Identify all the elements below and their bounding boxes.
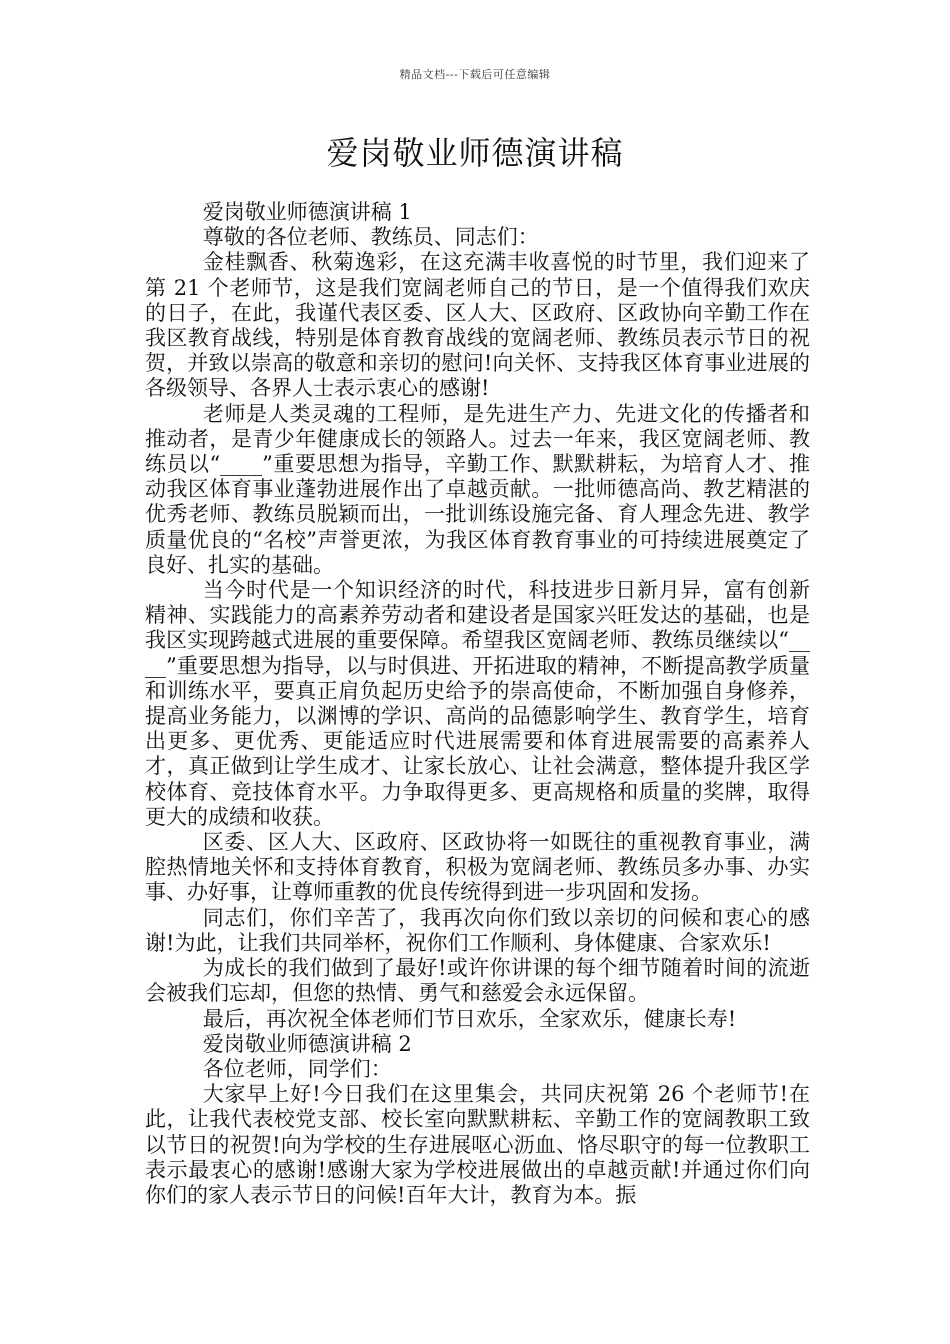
paragraph: 大家早上好!今日我们在这里集会，共同庆祝第 26 个老师节!在此，让我代表校党支部、校长室向默默耕耘、辛勤工作的宽阔教职工致以节日的祝贺!向为学校的生存进展呕心沥血、恪尽职守的每一位教职工表示最衷心的感谢!感谢大家为学校进展做出的卓越贡献!并通过你们向你们的家人表示节日的问候!百年大计，教育为本。振 (145, 1082, 810, 1207)
paragraph: 老师是人类灵魂的工程师，是先进生产力、先进文化的传播者和推动者，是青少年健康成长的领路人。过去一年来，我区宽阔老师、教练员以“____”重要思想为指导，辛勤工作、默默耕耘，为培育人才、推动我区体育事业蓬勃进展作出了卓越贡献。一批师德高尚、教艺精湛的优秀老师、教练员脱颖而出，一批训练设施完备、育人理念先进、教学质量优良的“名校”声誉更浓，为我区体育教育事业的可持续进展奠定了良好、扎实的基础。 (145, 401, 810, 577)
closing-line: 最后，再次祝全体老师们节日欢乐，全家欢乐，健康长寿! (202, 1006, 737, 1031)
paragraph: 当今时代是一个知识经济的时代，科技进步日新月异，富有创新精神、实践能力的高素养劳动者和建设者是国家兴旺发达的基础，也是我区实现跨越式进展的重要保障。希望我区宽阔老师、教练员继续以“____”重要思想为指导，以与时俱进、开拓进取的精神，不断提高教学质量和训练水平，要真正肩负起历史给予的崇高使命，不断加强自身修养，提高业务能力，以渊博的学识、高尚的品德影响学生、教育学生，培育出更多、更优秀、更能适应时代进展需要和体育进展需要的高素养人才，真正做到让学生成才、让家长放心、让社会满意，整体提升我区学校体育、竞技体育水平。力争取得更多、更高规格和质量的奖牌，取得更大的成绩和收获。 (145, 578, 810, 829)
page-header-note: 精品文档---下载后可任意编辑 (399, 68, 551, 81)
section-heading-2: 爱岗敬业师德演讲稿 2 (202, 1031, 412, 1056)
salutation-1: 尊敬的各位老师、教练员、同志们： (202, 225, 539, 250)
paragraph: 同志们，你们辛苦了，我再次向你们致以亲切的问候和衷心的感谢!为此，让我们共同举杯，祝你们工作顺利、身体健康、合家欢乐! (145, 905, 810, 955)
salutation-2: 各位老师，同学们： (202, 1056, 392, 1081)
paragraph: 为成长的我们做到了最好!或许你讲课的每个细节随着时间的流逝会被我们忘却，但您的热情、勇气和慈爱会永远保留。 (145, 956, 810, 1006)
paragraph: 金桂飘香、秋菊逸彩，在这充满丰收喜悦的时节里，我们迎来了第 21 个老师节，这是我们宽阔老师自己的节日，是一个值得我们欢庆的日子，在此，我谨代表区委、区人大、区政府、区政协向辛勤工作在我区教育战线，特别是体育教育战线的宽阔老师、教练员表示节日的祝贺，并致以崇高的敬意和亲切的慰问!向关怀、支持我区体育事业进展的各级领导、各界人士表示衷心的感谢! (145, 250, 810, 401)
document-title: 爱岗敬业师德演讲稿 (326, 134, 624, 172)
section-heading-1: 爱岗敬业师德演讲稿 1 (202, 200, 412, 224)
paragraph: 区委、区人大、区政府、区政协将一如既往的重视教育事业，满腔热情地关怀和支持体育教育，积极为宽阔老师、教练员多办事、办实事、办好事，让尊师重教的优良传统得到进一步巩固和发扬。 (145, 830, 810, 905)
document-body (145, 200, 810, 1208)
